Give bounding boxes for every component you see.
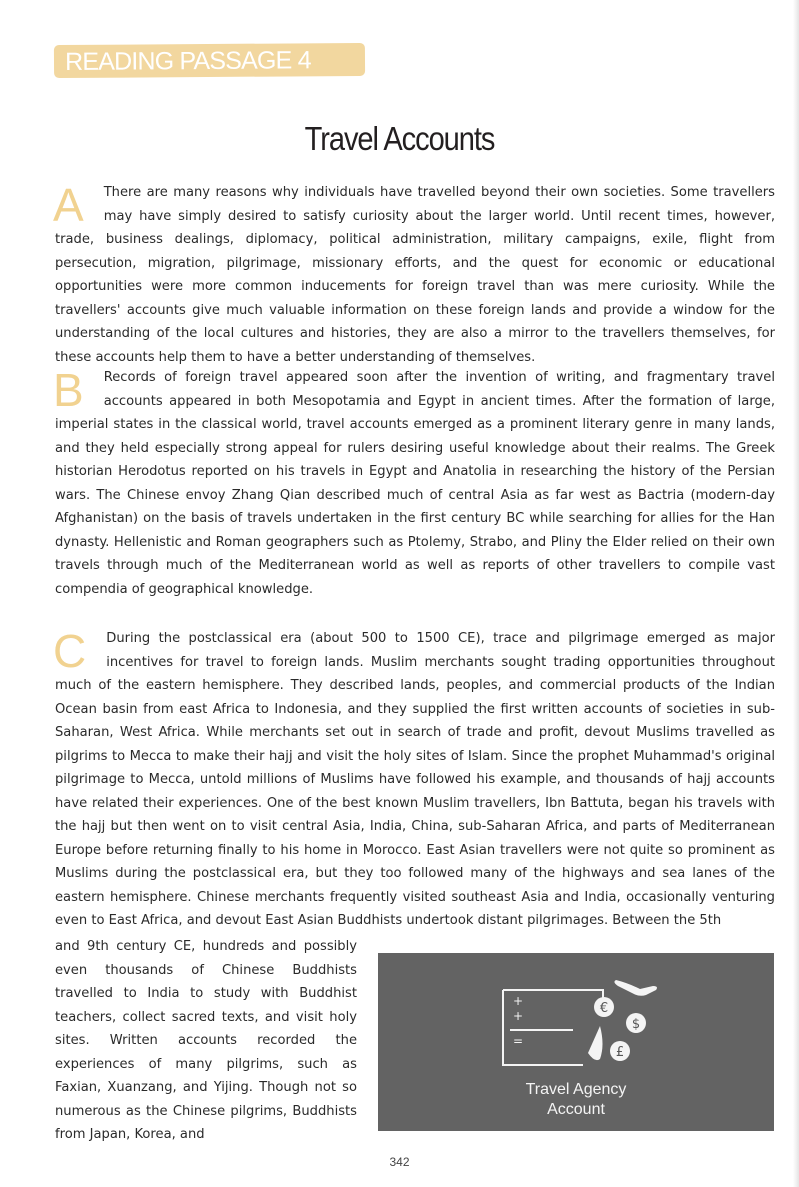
dollar-coin-icon bbox=[626, 1013, 646, 1033]
dropcap-c: C bbox=[53, 625, 87, 677]
section-badge bbox=[54, 43, 365, 78]
figure-label-line2: Account bbox=[547, 1101, 605, 1118]
dropcap-b: B bbox=[53, 364, 84, 416]
ledger-equals: = bbox=[513, 1034, 524, 1048]
figure-label-line1: Travel Agency bbox=[525, 1081, 627, 1098]
paragraph-b bbox=[55, 366, 775, 601]
paragraph-a-text: There are many reasons why individuals have travelled beyond their own societies. Some travellers may have simply desired to satisfy curiosity about the larger world. Until recent times, however, trade, business dealings, diplomacy, political administration, military campaigns, exile, flight from persecution, migration, pilgrimage, missionary efforts, and the quest for economic or educational opportunities were more common inducements for foreign travel than was mere curiosity. While the travellers' accounts give much valuable information on these foreign lands and provide a window for the understanding of the local cultures and histories, they are also a mirror to the travellers themselves, for these accounts help them to have a better understanding of themselves. bbox=[55, 185, 775, 365]
paragraph-a bbox=[55, 181, 775, 369]
page-curl-icon bbox=[588, 1026, 603, 1060]
page-number: 342 bbox=[389, 1155, 410, 1169]
page-edge-shadow bbox=[793, 0, 799, 1187]
page-title: Travel Accounts bbox=[304, 120, 495, 157]
pound-coin-icon bbox=[610, 1041, 630, 1061]
section-badge-label: READING PASSAGE 4 bbox=[64, 46, 311, 77]
svg-text:£: £ bbox=[615, 1045, 625, 1060]
paragraph-c bbox=[55, 627, 775, 933]
euro-coin-icon bbox=[594, 997, 614, 1017]
svg-text:€: € bbox=[599, 1001, 609, 1016]
ledger-plus-2: + bbox=[513, 1009, 524, 1023]
paragraph-b-text: Records of foreign travel appeared soon after the invention of writing, and fragmentary travel accounts appeared in both Mesopotamia and Egypt in ancient times. After the formation of large, imperial states in the classical world, travel accounts emerged as a prominent literary genre in many lands, and they held especially strong appeal for rulers desiring useful knowledge about their realms. The Greek historian Herodotus reported on his travels in Egypt and Anatolia in researching the history of the Persian wars. The Chinese envoy Zhang Qian described much of central Asia as far west as Bactria (modern-day Afghanistan) on the basis of travels undertaken in the first century BC while searching for allies for the Han dynasty. Hellenistic and Roman geographers such as Ptolemy, Strabo, and Pliny the Elder relied on their own travels through much of the Mediterranean world as well as reports of other travellers to compile vast compendia of geographical knowledge. bbox=[55, 370, 775, 597]
paragraph-c-continuation: and 9th century CE, hundreds and possibly even thousands of Chinese Buddhists travelled to India to study with Buddhist teachers, collect sacred texts, and visit holy sites. Written accounts recorded the experiences of many pilgrims, such as Faxian, Xuanzang, and Yijing. Though not so numerous as the Chinese pilgrims, Buddhists from Japan, Korea, and bbox=[55, 939, 357, 1142]
travel-agency-figure bbox=[378, 953, 774, 1131]
dropcap-a: A bbox=[53, 179, 84, 231]
airplane-icon bbox=[614, 980, 657, 996]
ledger-plus-1: + bbox=[513, 994, 524, 1008]
paragraph-c-text: During the postclassical era (about 500 to 1500 CE), trace and pilgrimage emerged as major incentives for travel to foreign lands. Muslim merchants sought trading opportunities throughout much of the eastern hemisphere. They described lands, peoples, and commercial products of the Indian Ocean basin from east Africa to Indonesia, and they supplied the first written accounts of societies in sub-Saharan, West Africa. While merchants set out in search of trade and profit, devout Muslims travelled as pilgrims to Mecca to make their hajj and visit the holy sites of Islam. Since the prophet Muhammad's original pilgrimage to Mecca, untold millions of Muslims have followed his example, and thousands of hajj accounts have related their experiences. One of the best known Muslim travellers, Ibn Battuta, began his travels with the hajj but then went on to visit central Asia, India, China, sub-Saharan Africa, and parts of Mediterranean Europe before returning finally to his home in Morocco. East Asian travellers were not quite so prominent as Muslims during the postclassical era, but they too followed many of the highways and sea lanes of the eastern hemisphere. Chinese merchants frequently visited southeast Asia and India, occasionally venturing even to East Africa, and devout East Asian Buddhists undertook distant pilgrimages. Between the 5th bbox=[55, 631, 775, 928]
svg-text:$: $ bbox=[631, 1017, 641, 1032]
